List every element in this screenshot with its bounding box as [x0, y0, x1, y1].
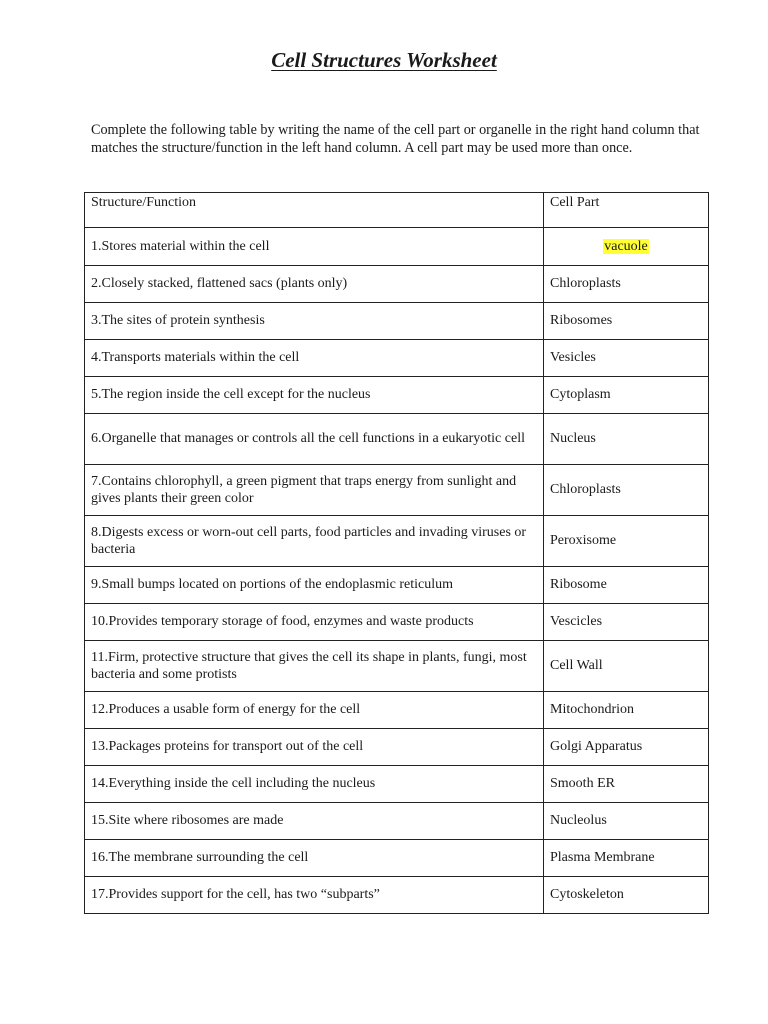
- structure-cell: 5.The region inside the cell except for the nucleus: [85, 377, 544, 414]
- table-row: [85, 604, 709, 641]
- table-row: [85, 377, 709, 414]
- structure-cell: 6.Organelle that manages or controls all the cell functions in a eukaryotic cell: [85, 414, 544, 465]
- cell-part-answer: Golgi Apparatus: [544, 729, 709, 766]
- cell-part-answer: Vesicles: [544, 340, 709, 377]
- cell-part-answer: Cytoskeleton: [544, 877, 709, 914]
- table-row: [85, 228, 709, 266]
- cell-part-answer: Nucleus: [544, 414, 709, 465]
- table-row: [85, 414, 709, 465]
- cell-part-answer: Ribosomes: [544, 303, 709, 340]
- table-row: [85, 340, 709, 377]
- table-header-row: [85, 193, 709, 228]
- structure-cell: 15.Site where ribosomes are made: [85, 803, 544, 840]
- table-row: [85, 266, 709, 303]
- cell-part-answer: Chloroplasts: [544, 266, 709, 303]
- table-row: [85, 567, 709, 604]
- cell-part-answer: Peroxisome: [544, 516, 709, 567]
- structure-cell: 12.Produces a usable form of energy for the cell: [85, 692, 544, 729]
- structure-cell: 17.Provides support for the cell, has two “subparts”: [85, 877, 544, 914]
- structure-cell: 9.Small bumps located on portions of the endoplasmic reticulum: [85, 567, 544, 604]
- table-row: [85, 465, 709, 516]
- structure-cell: 14.Everything inside the cell including the nucleus: [85, 766, 544, 803]
- cell-part-answer: Ribosome: [544, 567, 709, 604]
- header-structure-function: Structure/Function: [85, 193, 544, 228]
- structure-cell: 1.Stores material within the cell: [85, 228, 544, 266]
- highlighted-answer: vacuole: [604, 238, 648, 254]
- structure-cell: 8.Digests excess or worn-out cell parts, food particles and invading viruses or bacteria: [85, 516, 544, 567]
- table-row: [85, 877, 709, 914]
- structure-cell: 2.Closely stacked, flattened sacs (plants only): [85, 266, 544, 303]
- cell-part-answer: Mitochondrion: [544, 692, 709, 729]
- structure-cell: 4.Transports materials within the cell: [85, 340, 544, 377]
- table-row: [85, 641, 709, 692]
- cell-part-answer: Smooth ER: [544, 766, 709, 803]
- structure-cell: 16.The membrane surrounding the cell: [85, 840, 544, 877]
- header-cell-part: Cell Part: [544, 193, 709, 228]
- table-row: [85, 729, 709, 766]
- cell-part-answer: Cytoplasm: [544, 377, 709, 414]
- structure-cell: 11.Firm, protective structure that gives the cell its shape in plants, fungi, most bacteria and some protists: [85, 641, 544, 692]
- table-row: [85, 803, 709, 840]
- table-row: [85, 692, 709, 729]
- table-row: [85, 516, 709, 567]
- instructions-paragraph: Complete the following table by writing the name of the cell part or organelle in the right hand column that matches the structure/function in the left hand column. A cell part may be used more than once.: [91, 122, 700, 156]
- structure-cell: 13.Packages proteins for transport out of the cell: [85, 729, 544, 766]
- cell-part-answer: Vescicles: [544, 604, 709, 641]
- cell-part-answer: Cell Wall: [544, 641, 709, 692]
- cell-part-answer: [544, 228, 709, 266]
- worksheet-title: Cell Structures Worksheet: [271, 48, 497, 72]
- table-row: [85, 303, 709, 340]
- structure-cell: 3.The sites of protein synthesis: [85, 303, 544, 340]
- cell-part-answer: Chloroplasts: [544, 465, 709, 516]
- table-row: [85, 840, 709, 877]
- structure-cell: 7.Contains chlorophyll, a green pigment that traps energy from sunlight and gives plants their green color: [85, 465, 544, 516]
- structure-cell: 10.Provides temporary storage of food, enzymes and waste products: [85, 604, 544, 641]
- cell-structures-table: [84, 192, 709, 914]
- table-row: [85, 766, 709, 803]
- cell-part-answer: Nucleolus: [544, 803, 709, 840]
- cell-part-answer: Plasma Membrane: [544, 840, 709, 877]
